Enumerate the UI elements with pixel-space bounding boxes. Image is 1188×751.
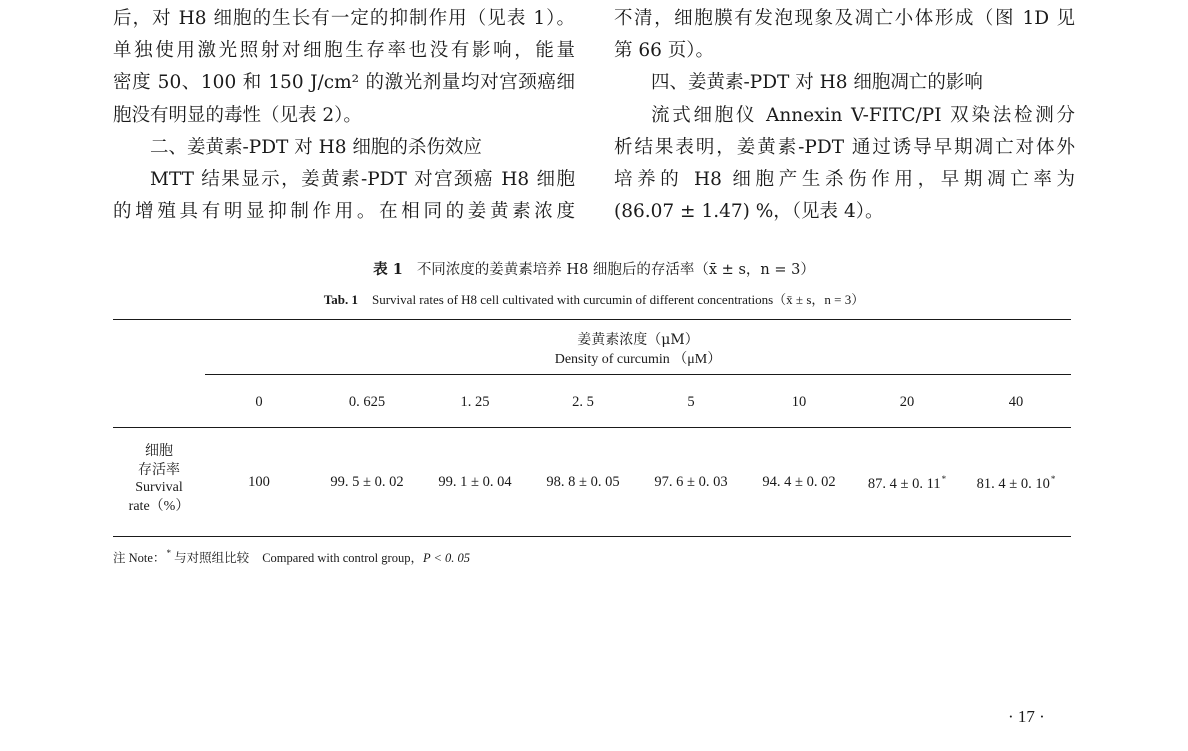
survival-value-cell: 87. 4 ± 0. 11* <box>867 474 947 492</box>
row-label <box>113 442 205 516</box>
column-group-header-en: Density of curcumin （μM） <box>554 352 722 367</box>
section-heading: 二、姜黄素-PDT 对 H8 细胞的杀伤效应 <box>150 136 482 158</box>
paragraph-line: 不清，细胞膜有发泡现象及凋亡小体形成（图 1D 见 <box>614 8 1075 29</box>
paragraph-line: 第 66 页）。 <box>614 40 715 62</box>
paragraph-line: 胞没有明显的毒性（见表 2）。 <box>113 104 362 126</box>
concentration-header: 2. 5 <box>572 394 594 410</box>
note-cn: 与对照组比较 <box>174 551 250 565</box>
column-group-header-cn: 姜黄素浓度（μM） <box>577 332 699 348</box>
note-prefix: 注 Note： <box>113 551 166 565</box>
paragraph-line: 密度 50、100 和 150 J/cm² 的激光剂量均对宫颈癌细 <box>113 72 575 94</box>
concentration-header: 10 <box>791 394 807 410</box>
table-group-rule <box>205 374 1071 375</box>
survival-value-cell: 99. 5 ± 0. 02 <box>330 474 404 490</box>
table-caption-cn-label: 表 1 <box>373 261 403 278</box>
paragraph-line: 后，对 H8 细胞的生长有一定的抑制作用（见表 1）。 <box>113 8 575 29</box>
row-label-en: Survival <box>135 480 183 495</box>
concentration-header: 5 <box>687 394 695 410</box>
paragraph-line: MTT 结果显示，姜黄素-PDT 对宫颈癌 H8 细胞 <box>150 169 575 191</box>
survival-value-cell: 99. 1 ± 0. 04 <box>438 474 512 490</box>
significance-mark: * <box>166 548 171 558</box>
page-number: · 17 · <box>1008 707 1045 726</box>
significance-mark: * <box>941 474 947 484</box>
row-label-cn: 细胞 <box>145 443 173 459</box>
concentration-header: 40 <box>1008 394 1024 410</box>
table-header-rule <box>113 427 1071 428</box>
table-top-rule <box>113 319 1071 320</box>
survival-value-cell: 94. 4 ± 0. 02 <box>762 474 836 490</box>
survival-value-cell: 98. 8 ± 0. 05 <box>546 474 620 490</box>
paragraph-line: 的增殖具有明显抑制作用。在相同的姜黄素浓度 <box>113 201 575 223</box>
survival-value-cell: 100 <box>248 474 270 490</box>
note-en: Compared with control group， <box>262 551 423 565</box>
concentration-header: 0 <box>255 394 263 410</box>
concentration-header: 1. 25 <box>460 394 490 410</box>
row-label-cn: 存活率 <box>138 461 180 478</box>
table-caption-cn <box>0 258 1188 279</box>
concentration-header: 0. 625 <box>348 394 386 410</box>
concentration-header: 20 <box>899 394 915 410</box>
paragraph-line: (86.07 ± 1.47) %，（见表 4）。 <box>614 201 884 223</box>
right-text-column <box>614 3 1075 228</box>
survival-value-cell: 97. 6 ± 0. 03 <box>654 474 728 490</box>
table-bottom-rule <box>113 536 1071 537</box>
note-p-value: P < 0. 05 <box>422 551 471 565</box>
paragraph-line: 流式细胞仪 Annexin V-FITC/PI 双染法检测分 <box>651 104 1075 126</box>
row-label-en: rate（%） <box>128 498 190 514</box>
significance-mark: * <box>1050 474 1056 484</box>
section-heading: 四、姜黄素-PDT 对 H8 细胞凋亡的影响 <box>651 72 983 94</box>
paragraph-line: 析结果表明，姜黄素-PDT 通过诱导早期凋亡对体外 <box>614 136 1075 158</box>
table-caption-en <box>0 289 1188 308</box>
table-caption-cn-text: 不同浓度的姜黄素培养 H8 细胞后的存活率（x̄ ± s，n = 3） <box>416 262 815 278</box>
paragraph-line: 培养的 H8 细胞产生杀伤作用，早期凋亡率为 <box>614 169 1075 191</box>
table-footnote <box>113 548 470 566</box>
table-caption-en-text: Survival rates of H8 cell cultivated with curcumin of different concentrations（x̄ ± s，n = 3） <box>372 292 865 307</box>
table-caption-en-label: Tab. 1 <box>323 292 358 307</box>
left-text-column <box>113 3 575 228</box>
survival-value-cell: 81. 4 ± 0. 10* <box>976 474 1056 492</box>
paragraph-line: 单独使用激光照射对细胞生存率也没有影响，能量 <box>113 40 575 62</box>
